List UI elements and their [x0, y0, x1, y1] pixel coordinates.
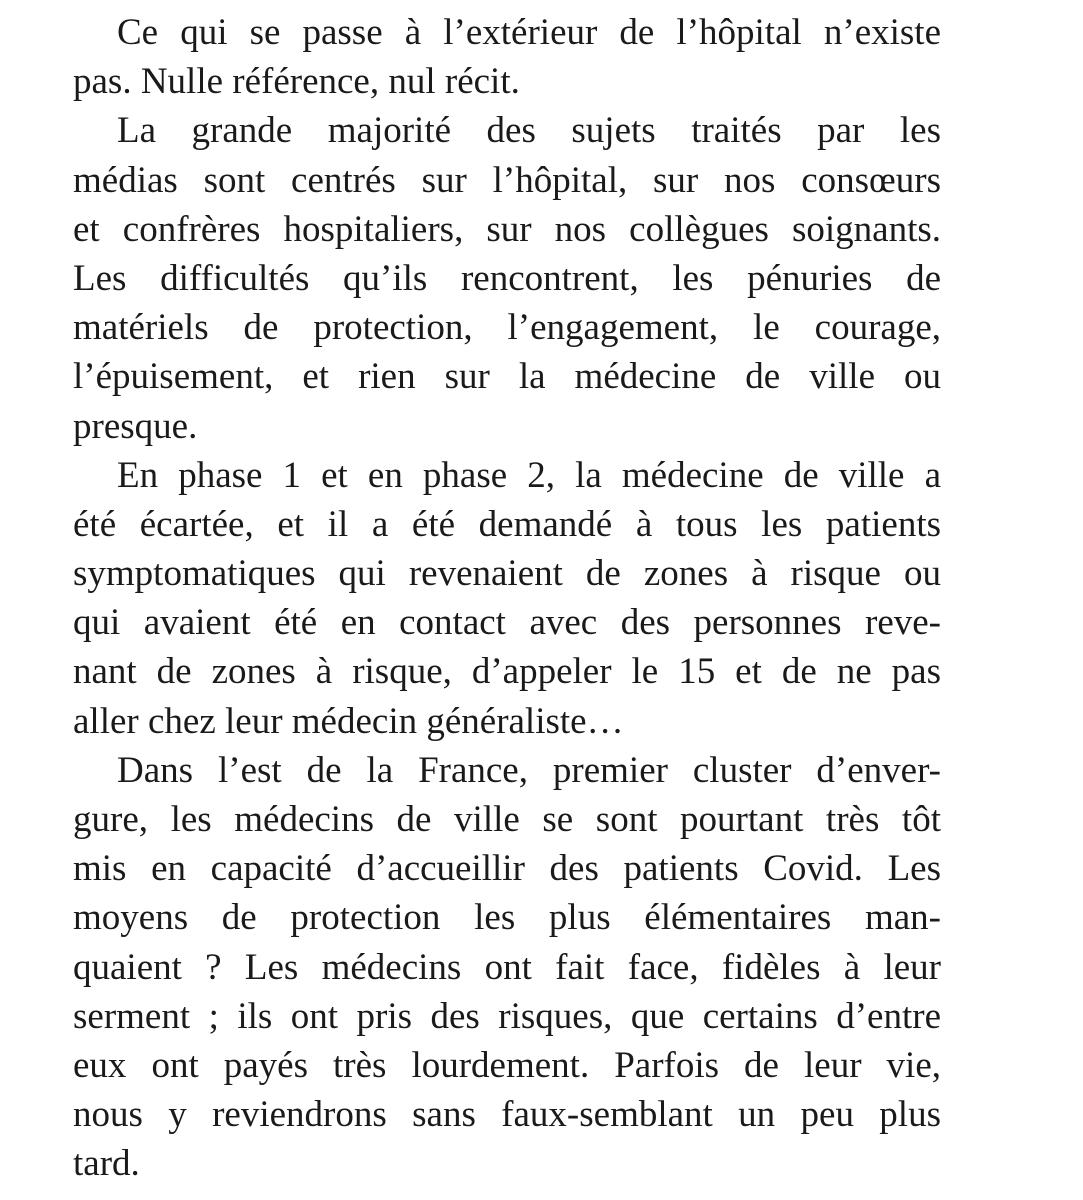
text-line: moyens de protection les plus élémentaires man-	[73, 897, 941, 939]
text-line: pas. Nulle référence, nul récit.	[73, 61, 520, 103]
text-line: qui avaient été en contact avec des personnes reve-	[73, 602, 941, 644]
text-line: Dans l’est de la France, premier cluster d’enver-	[117, 749, 941, 791]
text-line: serment ; ils ont pris des risques, que certains d’entre	[73, 995, 941, 1037]
paragraph-3	[73, 451, 941, 746]
text-line: presque.	[73, 405, 198, 447]
text-line: nant de zones à risque, d’appeler le 15 et de ne pas	[73, 651, 941, 693]
text-line: matériels de protection, l’engagement, le courage,	[73, 307, 941, 349]
text-line: En phase 1 et en phase 2, la médecine de ville a	[117, 454, 941, 496]
text-line: aller chez leur médecin généraliste…	[73, 700, 624, 742]
text-line: La grande majorité des sujets traités par les	[117, 110, 941, 152]
text-line: médias sont centrés sur l’hôpital, sur nos consœurs	[73, 159, 941, 201]
text-line: nous y reviendrons sans faux-semblant un peu plus	[73, 1094, 941, 1136]
text-line: symptomatiques qui revenaient de zones à risque ou	[73, 553, 941, 595]
text-line: tard.	[73, 1143, 140, 1185]
text-line: eux ont payés très lourdement. Parfois de leur vie,	[73, 1044, 941, 1086]
paragraph-2	[73, 106, 941, 450]
text-line: l’épuisement, et rien sur la médecine de ville ou	[73, 356, 941, 398]
text-line: et confrères hospitaliers, sur nos collègues soignants.	[73, 208, 941, 250]
text-line: mis en capacité d’accueillir des patients Covid. Les	[73, 848, 941, 890]
text-line: été écartée, et il a été demandé à tous les patients	[73, 503, 941, 545]
text-line: gure, les médecins de ville se sont pourtant très tôt	[73, 799, 941, 840]
text-line: Ce qui se passe à l’extérieur de l’hôpital n’existe	[117, 12, 941, 53]
document-page	[73, 8, 941, 1189]
paragraph-4	[73, 746, 941, 1189]
text-line: quaient ? Les médecins ont fait face, fidèles à leur	[73, 946, 941, 988]
text-line: Les difficultés qu’ils rencontrent, les pénuries de	[73, 257, 941, 299]
paragraph-1	[73, 8, 941, 106]
